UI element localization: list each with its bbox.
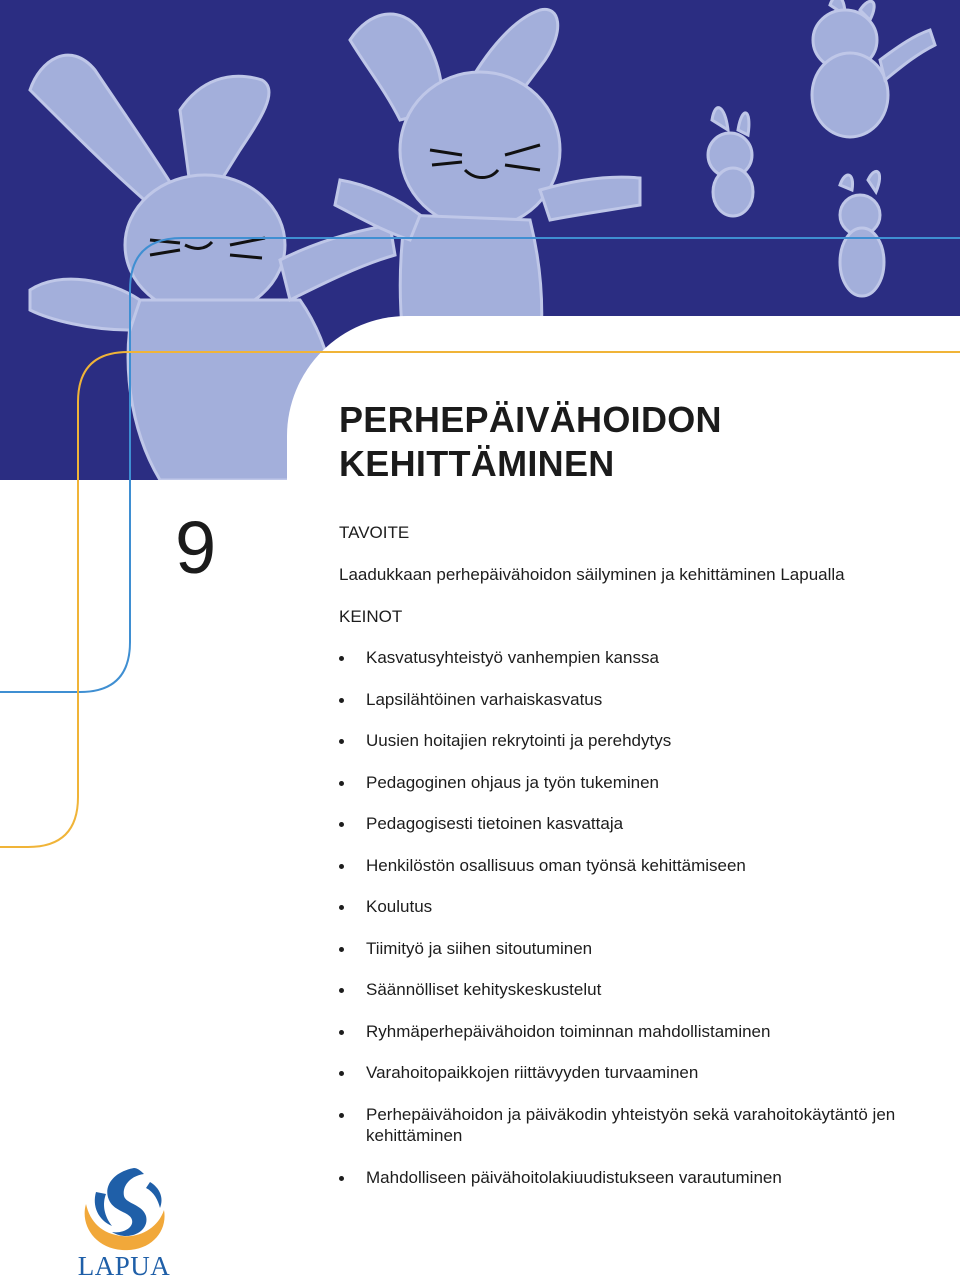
lapua-emblem-icon xyxy=(72,1162,176,1254)
list-item: Koulutus xyxy=(339,896,899,918)
chapter-number: 9 xyxy=(175,506,217,589)
list-item: Uusien hoitajien rekrytointi ja perehdytys xyxy=(339,730,899,752)
list-item: Ryhmäperhepäivähoidon toiminnan mahdollistaminen xyxy=(339,1021,899,1043)
list-item: Lapsilähtöinen varhaiskasvatus xyxy=(339,689,899,711)
lapua-logo xyxy=(72,1162,176,1280)
logo-text: LAPUA xyxy=(77,1251,171,1281)
list-item: Kasvatusyhteistyö vanhempien kanssa xyxy=(339,647,899,669)
list-item: Varahoitopaikkojen riittävyyden turvaaminen xyxy=(339,1062,899,1084)
list-item: Tiimityö ja siihen sitoutuminen xyxy=(339,938,899,960)
list-item: Perhepäivähoidon ja päiväkodin yhteistyön sekä varahoitokäytäntö jen kehittäminen xyxy=(339,1104,899,1147)
means-label: KEINOT xyxy=(339,607,403,626)
page-title-line-1: PERHEPÄIVÄHOIDON xyxy=(339,399,722,440)
goal-label: TAVOITE xyxy=(339,523,410,542)
list-item: Pedagogisesti tietoinen kasvattaja xyxy=(339,813,899,835)
means-list xyxy=(339,647,899,1208)
goal-text: Laadukkaan perhepäivähoidon säilyminen ja kehittäminen Lapualla xyxy=(339,565,845,584)
list-item: Säännölliset kehityskeskustelut xyxy=(339,979,899,1001)
page-title xyxy=(339,398,899,486)
list-item: Henkilöstön osallisuus oman työnsä kehittämiseen xyxy=(339,855,899,877)
page-title-line-2: KEHITTÄMINEN xyxy=(339,443,615,484)
list-item: Pedagoginen ohjaus ja työn tukeminen xyxy=(339,772,899,794)
list-item: Mahdolliseen päivähoitolakiuudistukseen varautuminen xyxy=(339,1167,899,1189)
